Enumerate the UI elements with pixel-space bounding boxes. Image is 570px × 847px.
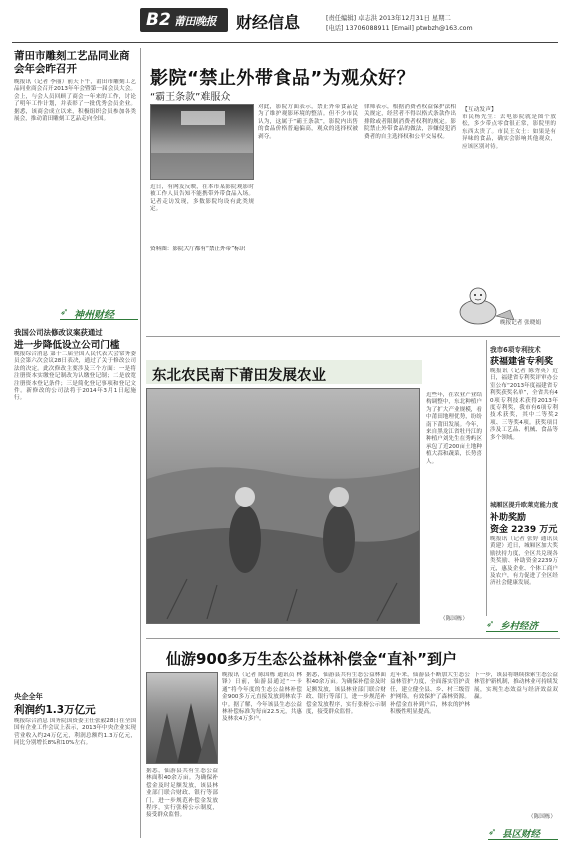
story3-body: 晚报综合消息 国务院国资委主任张毅28日在全国国有企业工作会议上表示，2013年中央企业实现营业收入约24万亿元，利润总额约1.3万亿元，同比分别增长8%和10%左右。 xyxy=(14,718,136,747)
contact-line: [电话] 13706088911 [Email] ptwbzh@163.com xyxy=(326,25,473,32)
farm-photo-scene xyxy=(147,389,420,624)
top-story-body-3: 律师表示，根据消费者权益保护法相关规定，经营者不得以格式条款作出排除或者限制消费者权利的规定。影院禁止外带食品的做法，涉嫌侵犯消费者的自主选择权和公平交易权。 xyxy=(364,104,456,140)
feather-icon: ➶ xyxy=(488,827,497,838)
story2-title-a: 我国公司法修改议案获通过 xyxy=(14,328,103,337)
top-story-sign: 晚报记者 张晓娟 xyxy=(500,320,541,326)
feature-sign: （陈国栋） xyxy=(440,616,468,622)
feature-body: 近些年，在农业产业结构调整中，东北种植户为了扩大产业规模，看中莆田地理优势，纷纷南下莆田发展。今年，来自黑龙江省牡丹江的种植户刘先生在秀屿区承包了近200亩土地种植大蒜和蔬菜，长势喜人。 xyxy=(426,392,482,465)
right-column-rule xyxy=(486,340,487,616)
left-column-rule xyxy=(140,48,141,838)
interaction-tag: 【互动发声】 xyxy=(462,107,497,113)
badge-label: 乡村经济 xyxy=(500,621,539,632)
bottom-story-rule xyxy=(146,638,560,639)
bottom-story-body-3: 近年来，仙游县不断加大生态公益林管护力度，全面落实管护责任，建立健全县、乡、村三级管护网络，有效保护了森林资源。补偿金直补到户后，林农的护林积极性明显提高。 xyxy=(390,672,470,716)
forest-photo-scene xyxy=(147,673,218,764)
top-story-body-1: 近日，有网友反映，在本市某影院观影时被工作人员告知不能携带外带食品入场。记者走访发现，多数影院均设有此类规定。 xyxy=(150,184,254,213)
forest-photo xyxy=(146,672,218,764)
story3-kicker: 央企全年 xyxy=(14,692,43,701)
editor-line: [责任编辑] 卓志洪 2013年12月31日 星期二 xyxy=(326,15,451,22)
bottom-story-body-2: 据悉，仙游县共有生态公益林面积40余万亩。为确保补偿金及时足额发放，该县林业部门联合财政、银行等部门，进一步规范补偿金发放程序，实行张榜公示制度，接受群众监督。 xyxy=(306,672,386,716)
right-story2-title: 补助奖励 xyxy=(490,513,527,523)
badge-xiangcun-jingji xyxy=(486,618,558,632)
top-story-body-2: 对此，影院方面表示，禁止外带食品是为了维护观影环境的整洁。但不少市民认为，这属于“霸王条款”，影院内出售的食品价格普遍偏高，观众的选择权被剥夺。 xyxy=(258,104,358,140)
right-story2-title-b: 资金 2239 万元 xyxy=(490,525,558,535)
bottom-story-body-1: 晚报讯（记者 陈国栋 通讯员 林锋）日前，仙游县通过“一卡通”将今年度的生态公益林补偿金900多万元直接发放到林农手中。据了解，今年该县生态公益林补偿标准为每亩22.5元，共惠及林农4万多户。 xyxy=(222,672,302,723)
masthead xyxy=(140,6,550,36)
farm-photo xyxy=(146,388,420,624)
badge-label: 神州财经 xyxy=(74,310,114,321)
story1-body: 晚报讯（记者 李丽）前天下午，莆田市雕刻工艺品同业商会召开2013年年会暨第一届会员大会。会上，与会人员回顾了商会一年来的工作，讨论了明年工作计划，并表彰了一批优秀会员企业。据悉，该商会成立以来，积极组织会员参加各类展会，推动莆田雕刻工艺品走向全国。 xyxy=(14,79,136,123)
page-number: B2 xyxy=(146,10,171,30)
photo-counter xyxy=(151,153,254,180)
story3-title: 利润约1.3万亿元 xyxy=(14,704,96,716)
forest-photo-side-text: 据悉，仙游县共有生态公益林面积40余万亩。为确保补偿金及时足额发放，该县林业部门联合财政、银行等部门，进一步规范补偿金发放程序，实行张榜公示制度，接受群众监督。 xyxy=(146,768,218,819)
masthead-rule xyxy=(12,42,558,43)
feather-icon: ➶ xyxy=(486,619,495,630)
right-story2-body: 晚报讯（记者 张婷 通讯员 黄建）近日，城厢区加大奖励扶持力度，全区共兑现各类奖励、补助资金2239万元，惠及企业、个体工商户及农户，有力促进了全区经济社会健康发展。 xyxy=(490,536,558,587)
cinema-photo xyxy=(150,104,254,180)
badge-shenzhou-caijing xyxy=(60,306,138,320)
bottom-story-sign: （陈国栋） xyxy=(528,814,556,820)
top-story-rule xyxy=(146,336,560,337)
cartoon-illustration xyxy=(456,282,556,330)
badge-quxian-caijing xyxy=(488,826,558,840)
feather-icon: ➶ xyxy=(60,307,69,318)
right-story-title: 获福建省专利奖 xyxy=(490,357,554,367)
story2-title-b: 进一步降低设立公司门槛 xyxy=(14,340,120,351)
right-story-kicker: 我市6项专利技术 xyxy=(490,346,541,354)
photo-sign xyxy=(181,111,225,125)
bottom-story-title: 仙游900多万生态公益林补偿金“直补”到户 xyxy=(166,650,458,668)
section-title: 财经信息 xyxy=(236,13,301,32)
photo-caption: 资料图：影院大厅都有“禁止外带”标识 xyxy=(150,246,246,252)
story2-body: 晚报综合消息 第十二届全国人民代表大会常务委员会第六次会议28日表决，通过了关于修改公司法的决定。此次修改主要涉及三个方面：一是将注册资本实缴登记制改为认缴登记制；二是放宽注册资本登记条件；三是简化登记事项和登记文件。新修改的公司法将于2014年3月1日起施行。 xyxy=(14,351,136,402)
top-story-subtitle: “霸王条款”难服众 xyxy=(150,92,231,103)
top-story-title: 影院“禁止外带食品”为观众好？ xyxy=(150,68,416,89)
paper-name: 莆田晚报 xyxy=(174,15,216,28)
top-story-body-4: 市民杨先生：去电影院就是图个放松，多少带点零食很正常，影院里的东西太贵了。市民王女士：如果是有异味的食品，确实会影响其他观众，应该区别对待。 xyxy=(462,114,556,150)
story1-title: 莆田市雕刻工艺品同业商会年会昨召开 xyxy=(14,50,130,75)
right-story-body: 晚报讯（记者 陈秀英）近日，福建省专利奖评审办公室公布“2013年度福建省专利奖获奖名单”，全省共有40项专利技术获得2013年度专利奖，我市有6项专利技术获奖，其中二等奖2项、三等奖4项。获奖项目涉及工艺品、机械、食品等多个领域。 xyxy=(490,368,558,441)
bottom-story-body-4: 下一步，该县将继续探索生态公益林管护新机制，推动林业可持续发展，实现生态效益与经济效益双赢。 xyxy=(474,672,558,701)
feature-title: 东北农民南下莆田发展农业 xyxy=(152,368,326,384)
badge-label: 县区财经 xyxy=(502,829,541,840)
right-story2-kicker: 城厢区提升欧莱克能力度 xyxy=(490,502,559,509)
